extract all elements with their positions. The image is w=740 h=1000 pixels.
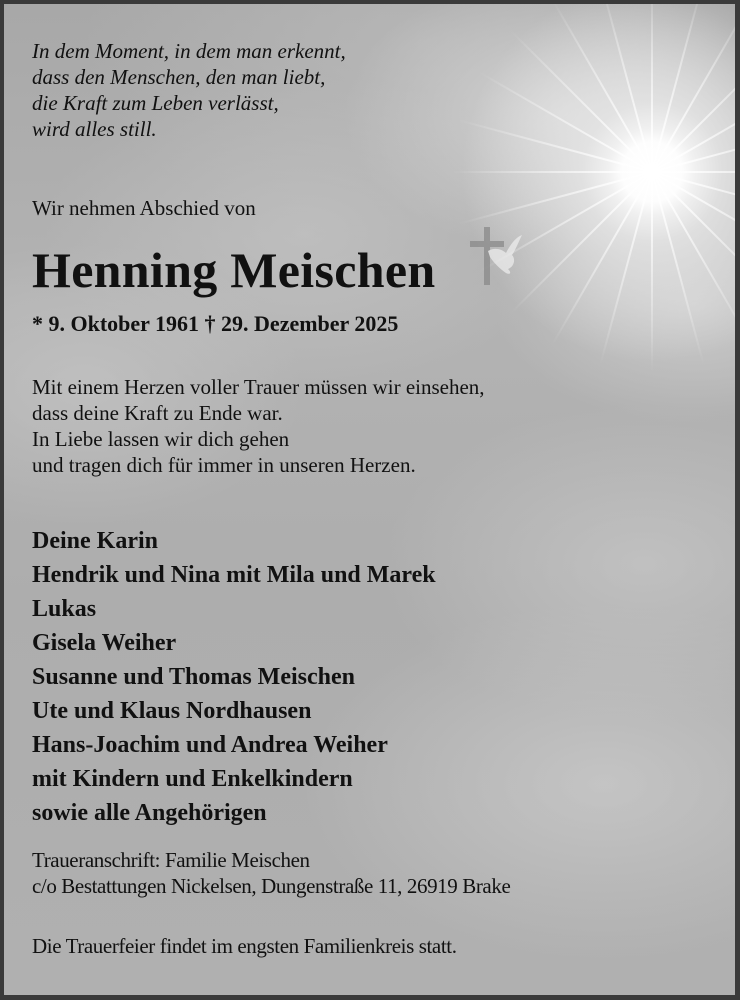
verse-line: Mit einem Herzen voller Trauer müssen wir einsehen, xyxy=(32,375,485,399)
poem-line: die Kraft zum Leben verlässt, xyxy=(32,91,279,115)
mourner: Lukas xyxy=(32,596,97,622)
mourning-address xyxy=(32,847,510,899)
life-dates: * 9. Oktober 1961 † 29. Dezember 2025 xyxy=(32,311,399,336)
funeral-note: Die Trauerfeier findet im engsten Familienkreis statt. xyxy=(32,934,457,958)
mourner: sowie alle Angehörigen xyxy=(32,800,267,826)
poem-line: In dem Moment, in dem man erkennt, xyxy=(32,39,346,63)
verse-line: dass deine Kraft zu Ende war. xyxy=(32,401,283,425)
poem-line: wird alles still. xyxy=(32,117,157,141)
farewell-intro: Wir nehmen Abschied von xyxy=(32,196,256,220)
verse-line: und tragen dich für immer in unseren Herzen. xyxy=(32,453,416,477)
address-line: c/o Bestattungen Nickelsen, Dungenstraße 11, 26919 Brake xyxy=(32,874,511,898)
mourner: mit Kindern und Enkelkindern xyxy=(32,766,353,792)
cross-with-dove-icon xyxy=(460,219,530,289)
poem-line: dass den Menschen, den man liebt, xyxy=(32,65,326,89)
mourner: Deine Karin xyxy=(32,528,158,554)
mourner: Ute und Klaus Nordhausen xyxy=(32,698,312,724)
poem xyxy=(32,38,346,142)
obituary-notice xyxy=(4,4,735,995)
mourners-list xyxy=(32,524,436,830)
verse xyxy=(32,374,485,478)
address-line: Traueranschrift: Familie Meischen xyxy=(32,848,310,872)
mourner: Hans-Joachim und Andrea Weiher xyxy=(32,732,388,758)
mourner: Susanne und Thomas Meischen xyxy=(32,664,355,690)
mourner: Hendrik und Nina mit Mila und Marek xyxy=(32,562,436,588)
deceased-name: Henning Meischen xyxy=(32,242,436,298)
verse-line: In Liebe lassen wir dich gehen xyxy=(32,427,290,451)
mourner: Gisela Weiher xyxy=(32,630,177,656)
